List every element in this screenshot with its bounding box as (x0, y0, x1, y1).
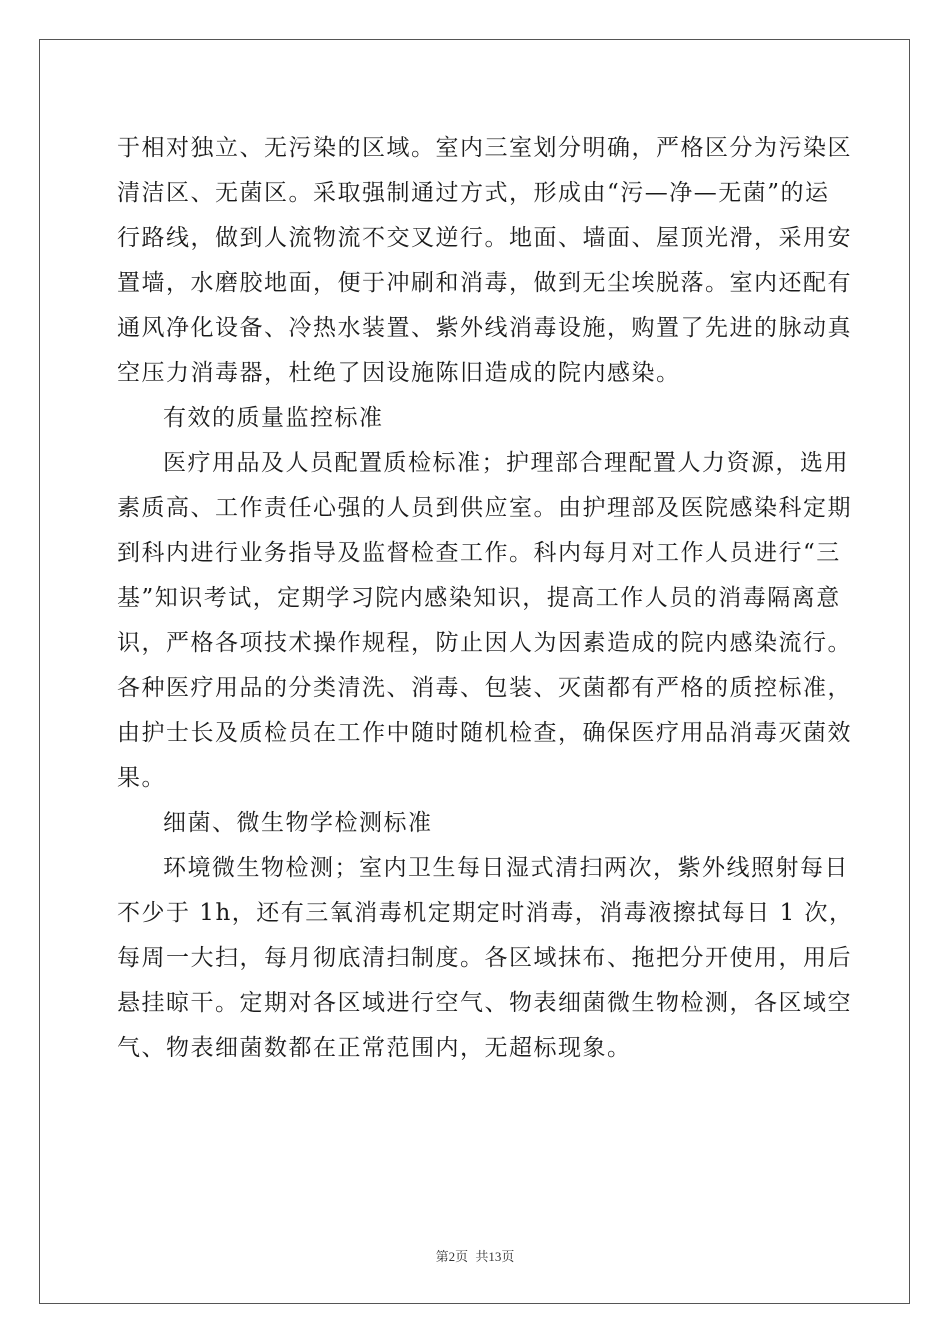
text-line-9: 素质高、工作责任心强的人员到供应室。由护理部及医院感染科定期 (117, 495, 852, 521)
text-line-6: 空压力消毒器，杜绝了因设施陈旧造成的院内感染。 (117, 360, 681, 386)
page-footer (0, 1247, 950, 1267)
page-number: 第2页 (435, 1249, 469, 1264)
text-line-5: 通风净化设备、冷热水装置、紫外线消毒设施，购置了先进的脉动真 (117, 315, 852, 341)
page-total: 共13页 (475, 1249, 515, 1264)
section-heading-quality: 有效的质量监控标准 (163, 405, 384, 431)
text-line-4: 置墙，水磨胶地面，便于冲刷和消毒，做到无尘埃脱落。室内还配有 (117, 270, 852, 296)
text-line-15: 果。 (117, 765, 166, 791)
section-heading-microbiology: 细菌、微生物学检测标准 (163, 810, 433, 836)
text-line-1: 于相对独立、无污染的区域。室内三室划分明确，严格区分为污染区 (117, 135, 852, 161)
text-line-12: 识，严格各项技术操作规程，防止因人为因素造成的院内感染流行。 (117, 630, 852, 656)
text-line-21: 气、物表细菌数都在正常范围内，无超标现象。 (117, 1035, 632, 1061)
document-body (117, 126, 854, 1071)
text-line-13: 各种医疗用品的分类清洗、消毒、包装、灭菌都有严格的质控标准， (117, 675, 852, 701)
text-line-2: 清洁区、无菌区。采取强制通过方式，形成由“污—净—无菌”的运 (117, 180, 830, 206)
text-line-17: 环境微生物检测；室内卫生每日湿式清扫两次，紫外线照射每日 (163, 855, 849, 881)
text-line-3: 行路线，做到人流物流不交叉逆行。地面、墙面、屋顶光滑，采用安 (117, 225, 852, 251)
text-line-19: 每周一大扫，每月彻底清扫制度。各区域抹布、拖把分开使用，用后 (117, 945, 852, 971)
text-line-14: 由护士长及质检员在工作中随时随机检查，确保医疗用品消毒灭菌效 (117, 720, 852, 746)
text-line-20: 悬挂晾干。定期对各区域进行空气、物表细菌微生物检测，各区域空 (117, 990, 852, 1016)
text-line-10: 到科内进行业务指导及监督检查工作。科内每月对工作人员进行“三 (117, 540, 841, 566)
text-line-18: 不少于 1h，还有三氧消毒机定期定时消毒，消毒液擦拭每日 1 次， (117, 900, 854, 926)
text-line-8: 医疗用品及人员配置质检标准；护理部合理配置人力资源，选用 (163, 450, 849, 476)
text-line-11: 基”知识考试，定期学习院内感染知识，提高工作人员的消毒隔离意 (117, 585, 841, 611)
